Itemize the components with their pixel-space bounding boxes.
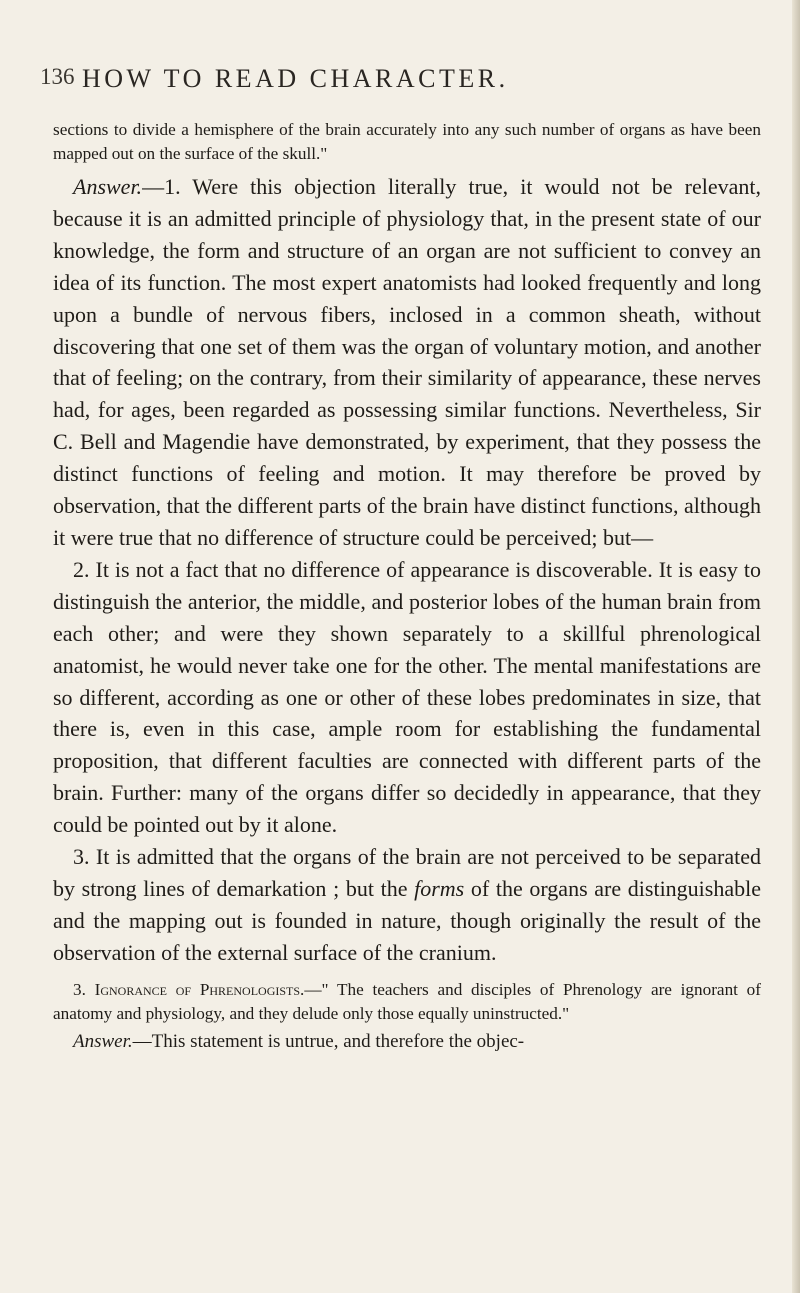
para3-pre: 3. It is admitted that the organs of the brain are not perceived to be separated by strong lines of demarkation ; but the: [53, 844, 761, 901]
page-body: [53, 118, 761, 1056]
answer2-label: Answer.: [73, 1030, 133, 1052]
page-header: [40, 64, 760, 104]
answer-paragraph-3: [53, 841, 761, 969]
page-edge: [792, 0, 800, 1293]
answer-text-1: —1. Were this objection literally true, it would not be relevant, because it is an admitted principle of physiology that, in the present state of our knowledge, the form and structure of an organ are not sufficient to convey an idea of its function. The most expert anatomists had looked frequently and long upon a bundle of nervous fibers, inclosed in a common sheath, without discovering that one set of them was the organ of voluntary motion, and another that of feeling; on the contrary, from their similarity of appearance, these nerves had, for ages, been regarded as possessing similar functions. Nevertheless, Sir C. Bell and Magendie have demonstrated, by experiment, that they possess the distinct functions of feeling and motion. It may therefore be proved by observation, that the different parts of the brain have distinct functions, although it were true that no difference of structure could be perceived; but—: [53, 174, 761, 550]
page-number: 136: [40, 64, 75, 89]
running-title: HOW TO READ CHARACTER.: [82, 64, 509, 93]
answer-paragraph-2: 2. It is not a fact that no difference of appearance is discoverable. It is easy to distinguish the anterior, the middle, and posterior lobes of the human brain from each other; and were they shown separately to a skillful phrenological anatomist, he would never take one for the other. The mental manifestations are so different, according as one or other of these lobes predominates in size, that there is, even in this case, ample room for establishing the fundamental proposition, that different faculties are connected with different parts of the brain. Further: many of the organs differ so decidedly in appearance, that they could be pointed out by it alone.: [53, 556, 761, 838]
answer-paragraph-4: [53, 1028, 761, 1056]
answer-paragraph-1: [53, 171, 761, 554]
quote-continuation: sections to divide a hemisphere of the brain accurately into any such number of organs as have been mapped out on the surface of the skull.": [53, 120, 761, 163]
objection-paragraph: [53, 978, 761, 1026]
answer2-text: —This statement is untrue, and therefore the objec-: [132, 1030, 525, 1052]
objection-text: —" The teachers and disciples of Phrenology are ignorant of anatomy and physiology, and they delude only those equally uninstructed.": [53, 979, 761, 1023]
para3-post: of the organs are distinguishable and the mapping out is founded in nature, though originally the result of the observation of the external surface of the cranium.: [53, 875, 761, 965]
objection-title: Ignorance of Phrenologists.: [94, 979, 305, 999]
para3-emphasis: forms: [414, 875, 465, 901]
answer-label: Answer.: [73, 174, 143, 199]
objection-number: 3.: [73, 979, 95, 999]
